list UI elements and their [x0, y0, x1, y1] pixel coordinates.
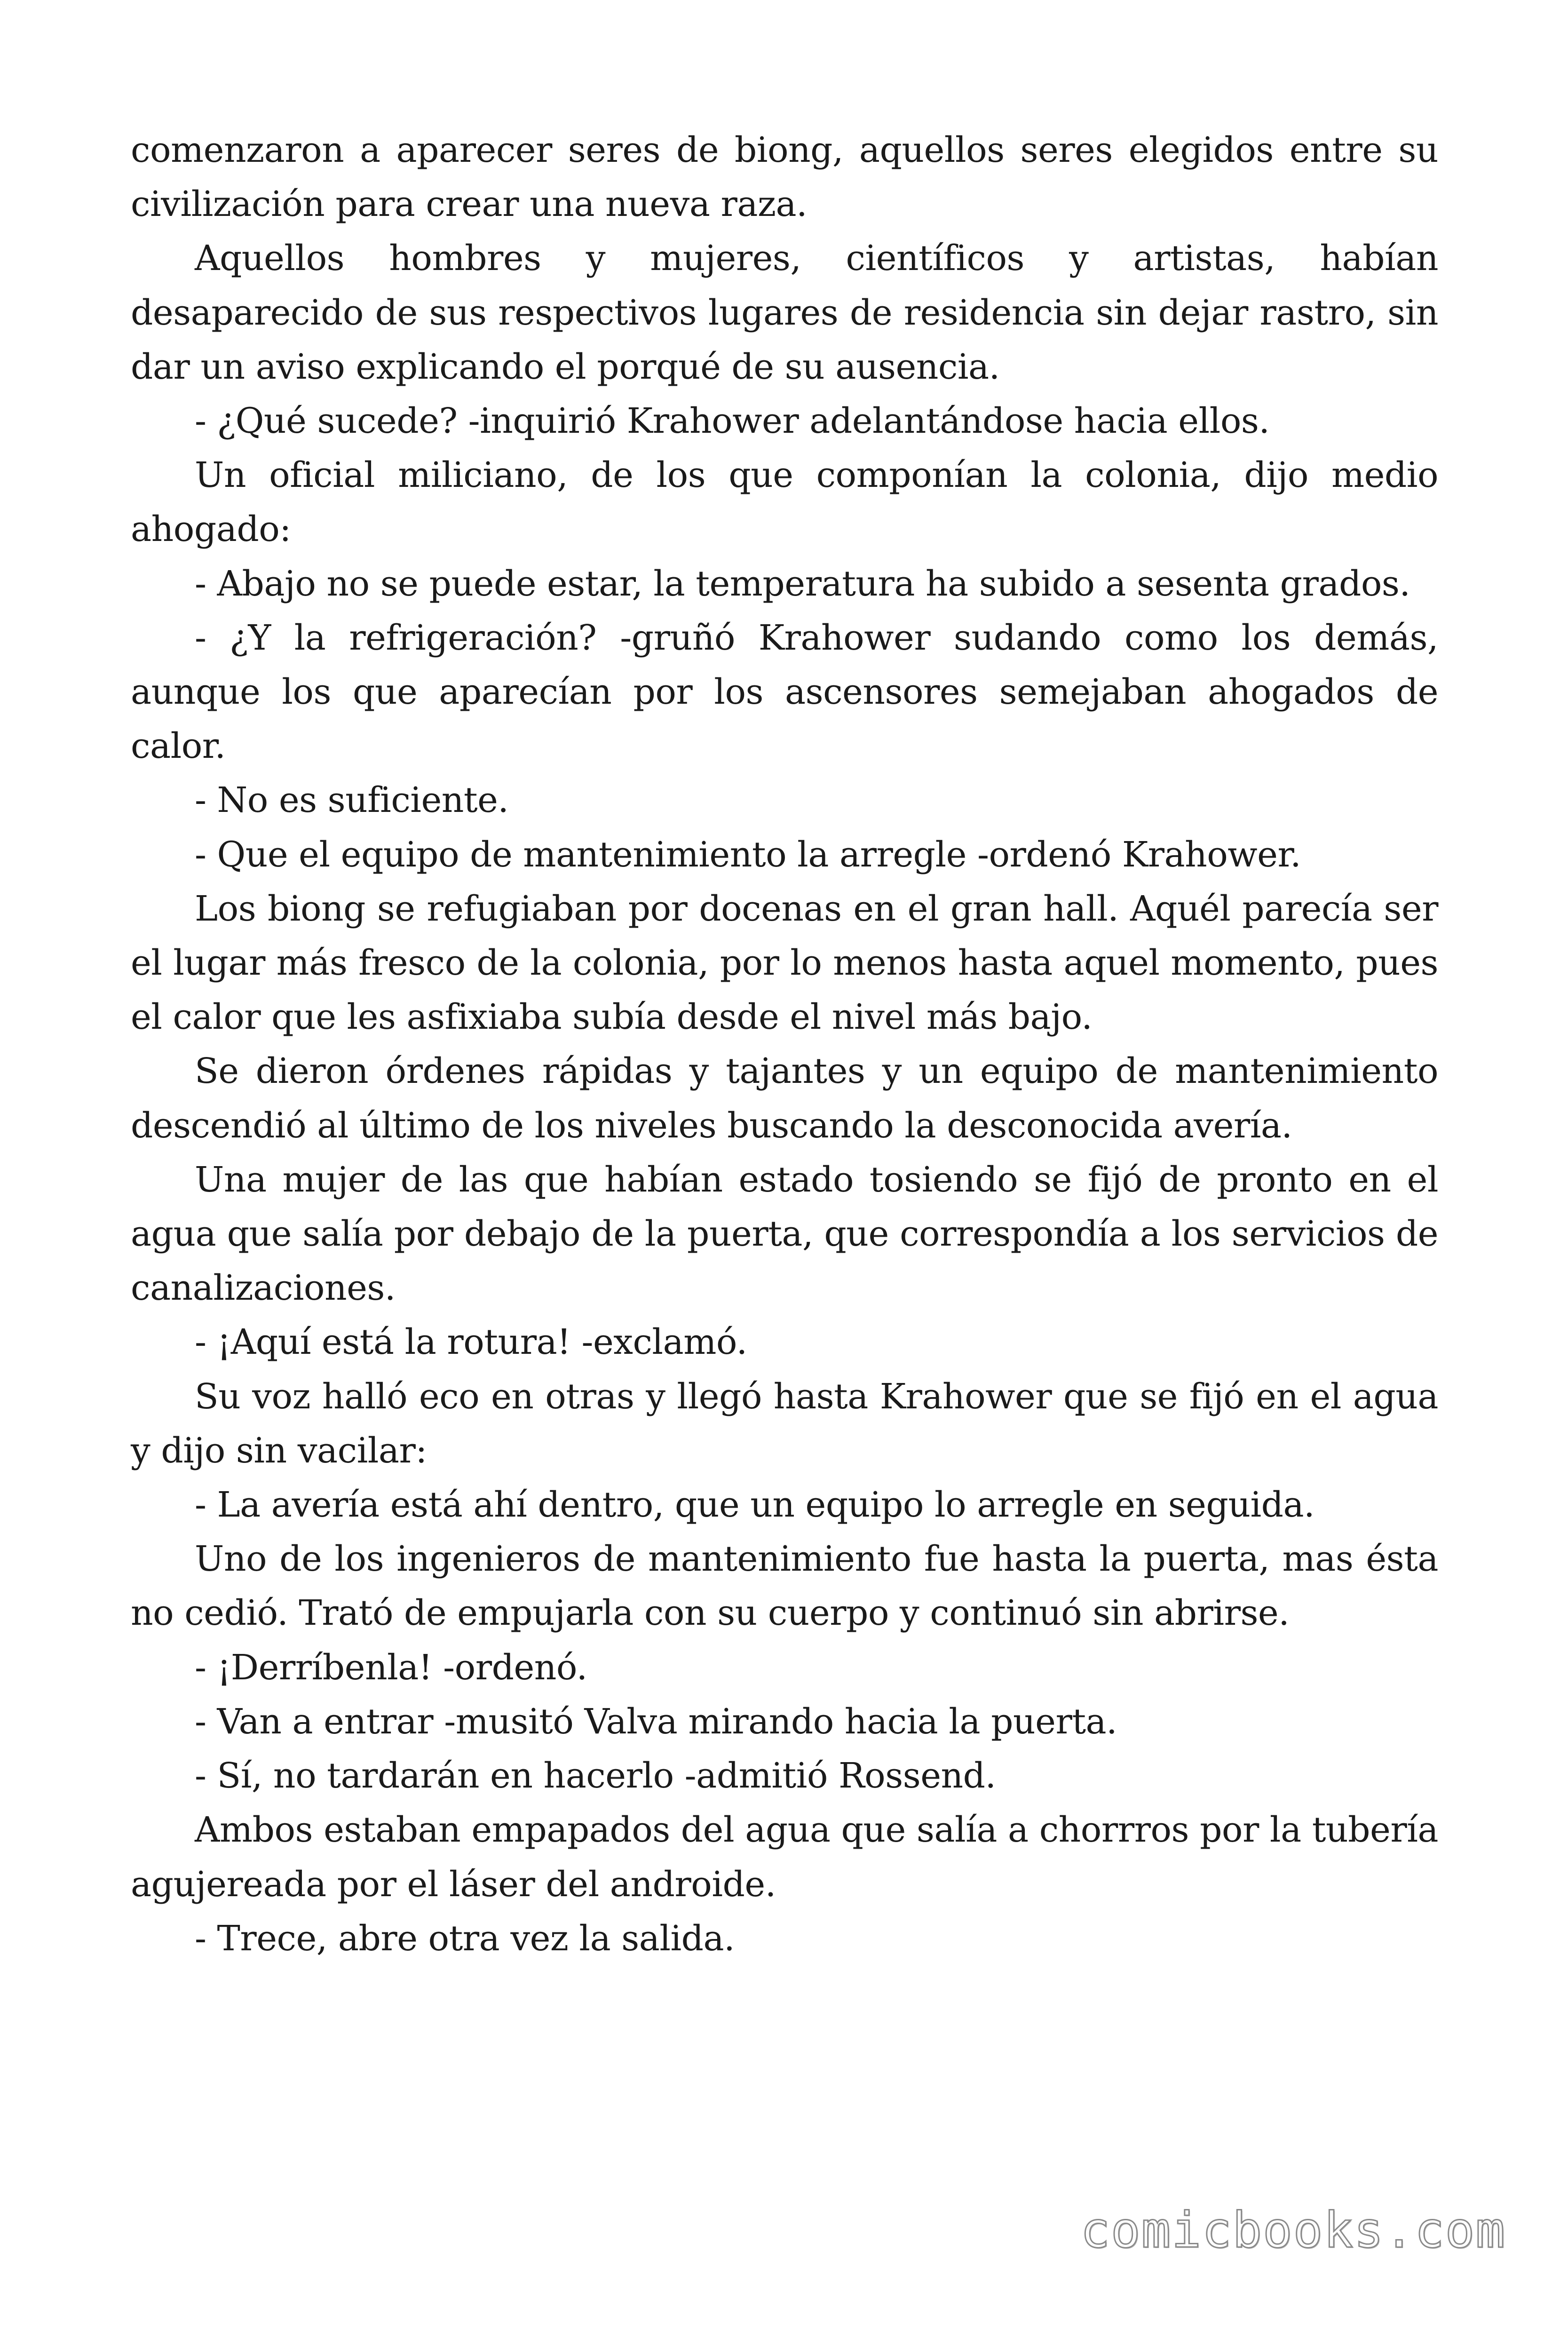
page-body [131, 123, 1438, 1966]
paragraph: - ¿Y la refrigeración? -gruñó Krahower sudando como los demás, aunque los que aparecían por los ascensores semejaban ahogados de calor. [131, 617, 1438, 767]
watermark: comicbooks.com [1080, 2201, 1506, 2259]
paragraph: - ¿Qué sucede? -inquirió Krahower adelantándose hacia ellos. [195, 401, 1270, 442]
paragraph: Se dieron órdenes rápidas y tajantes y un equipo de mantenimiento descendió al último de los niveles buscando la desconocida avería. [131, 1051, 1438, 1146]
paragraph: - La avería está ahí dentro, que un equipo lo arregle en seguida. [195, 1485, 1315, 1526]
paragraph: Los biong se refugiaban por docenas en el gran hall. Aquél parecía ser el lugar más fresco de la colonia, por lo menos hasta aquel momento, pues el calor que les asfixiaba subía desde el nivel más bajo. [131, 888, 1438, 1038]
paragraph: - ¡Aquí está la rotura! -exclamó. [195, 1322, 747, 1363]
paragraph: - No es suficiente. [195, 780, 509, 821]
paragraph: comenzaron a aparecer seres de biong, aquellos seres elegidos entre su civilización para crear una nueva raza. [131, 130, 1438, 225]
paragraph: - Trece, abre otra vez la salida. [195, 1918, 735, 1959]
paragraph: Aquellos hombres y mujeres, científicos y artistas, habían desaparecido de sus respectivos lugares de residencia sin dejar rastro, sin dar un aviso explicando el porqué de su ausencia. [131, 238, 1438, 387]
paragraph: - Sí, no tardarán en hacerlo -admitió Rossend. [195, 1756, 996, 1796]
paragraph: - ¡Derríbenla! -ordenó. [195, 1647, 587, 1688]
paragraph: - Abajo no se puede estar, la temperatura ha subido a sesenta grados. [195, 563, 1410, 604]
paragraph: Su voz halló eco en otras y llegó hasta Krahower que se fijó en el agua y dijo sin vacilar: [131, 1376, 1438, 1471]
paragraph: - Van a entrar -musitó Valva mirando hacia la puerta. [195, 1701, 1117, 1742]
paragraph: - Que el equipo de mantenimiento la arregle -ordenó Krahower. [195, 834, 1301, 875]
paragraph: Un oficial miliciano, de los que componían la colonia, dijo medio ahogado: [131, 455, 1438, 550]
paragraph: Uno de los ingenieros de mantenimiento fue hasta la puerta, mas ésta no cedió. Trató de empujarla con su cuerpo y continuó sin abrirse. [131, 1539, 1438, 1634]
paragraph: Una mujer de las que habían estado tosiendo se fijó de pronto en el agua que salía por debajo de la puerta, que correspondía a los servicios de canalizaciones. [131, 1159, 1438, 1309]
paragraph: Ambos estaban empapados del agua que salía a chorrros por la tubería agujereada por el láser del androide. [131, 1810, 1438, 1905]
